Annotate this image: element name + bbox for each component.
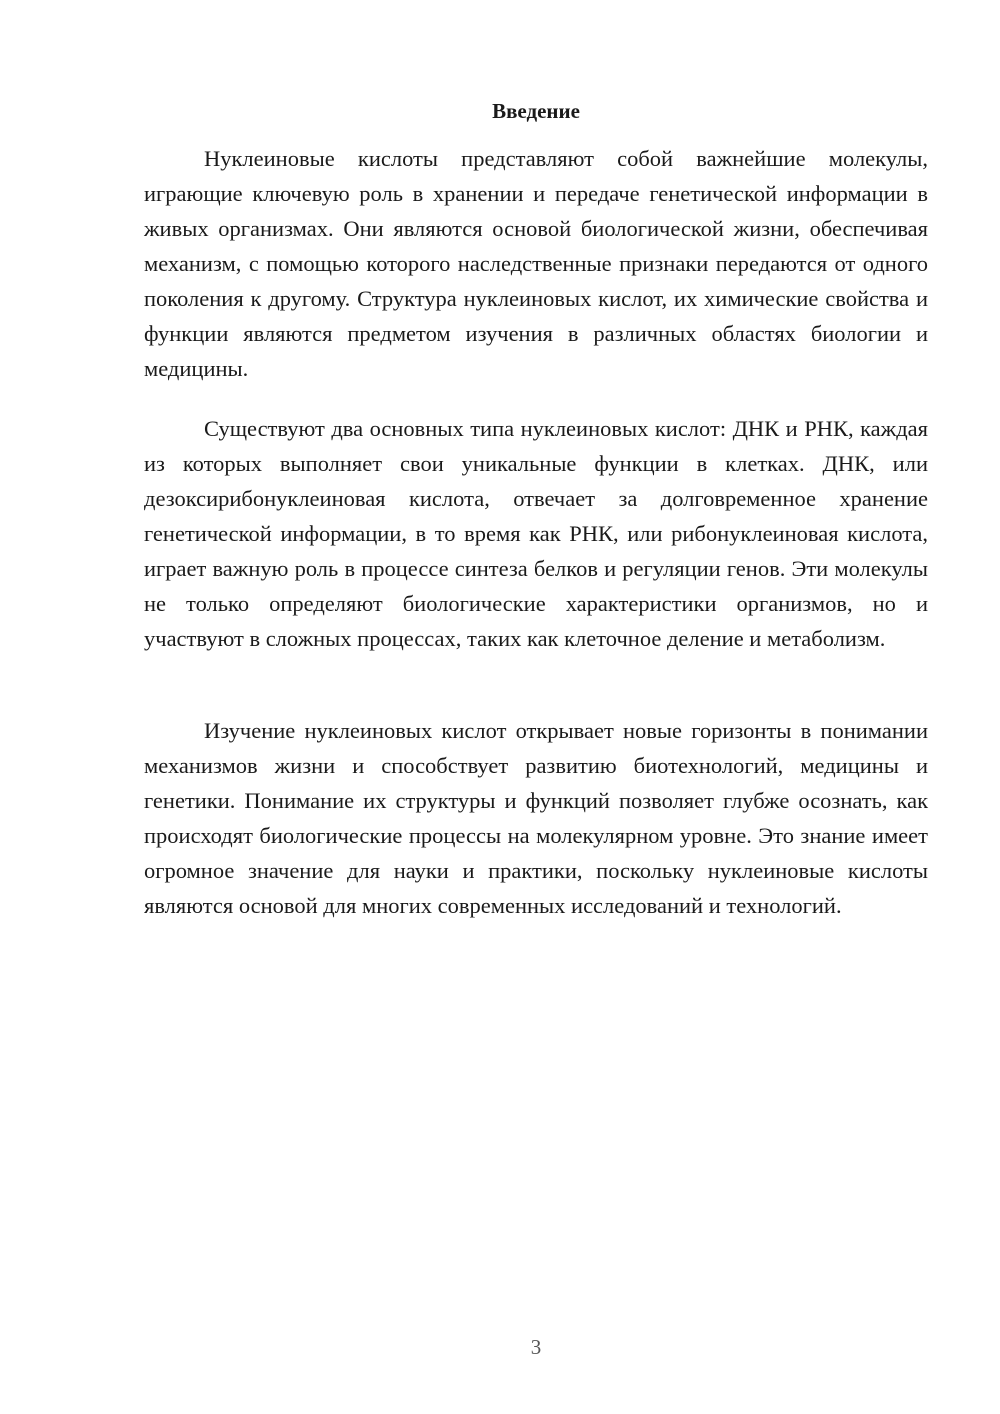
- paragraph-3: Изучение нуклеиновых кислот открывает новые горизонты в понимании механизмов жизни и способствует развитию биотехнологий, медицины и генетики. Понимание их структуры и функций позволяет глубже осознать, как происходят биологические процессы на молекулярном уровне. Это знание имеет огромное значение для науки и практики, поскольку нуклеиновые кислоты являются основой для многих современных исследований и технологий.: [144, 718, 928, 918]
- section-title: Введение: [492, 99, 580, 123]
- page-number: 3: [530, 1335, 542, 1359]
- paragraph-2: Существуют два основных типа нуклеиновых кислот: ДНК и РНК, каждая из которых выполняет свои уникальные функции в клетках. ДНК, или дезоксирибонуклеиновая кислота, отвечает за долговременное хранение генетической информации, в то время как РНК, или рибонуклеиновая кислота, играет важную роль в процессе синтеза белков и регуляции генов. Эти молекулы не только определяют биологические характеристики организмов, но и участвуют в сложных процессах, таких как клеточное деление и метаболизм.: [144, 416, 928, 651]
- paragraph-1: Нуклеиновые кислоты представляют собой важнейшие молекулы, играющие ключевую роль в хранении и передаче генетической информации в живых организмах. Они являются основой биологической жизни, обеспечивая механизм, с помощью которого наследственные признаки передаются от одного поколения к другому. Структура нуклеиновых кислот, их химические свойства и функции являются предметом изучения в различных областях биологии и медицины.: [144, 146, 928, 381]
